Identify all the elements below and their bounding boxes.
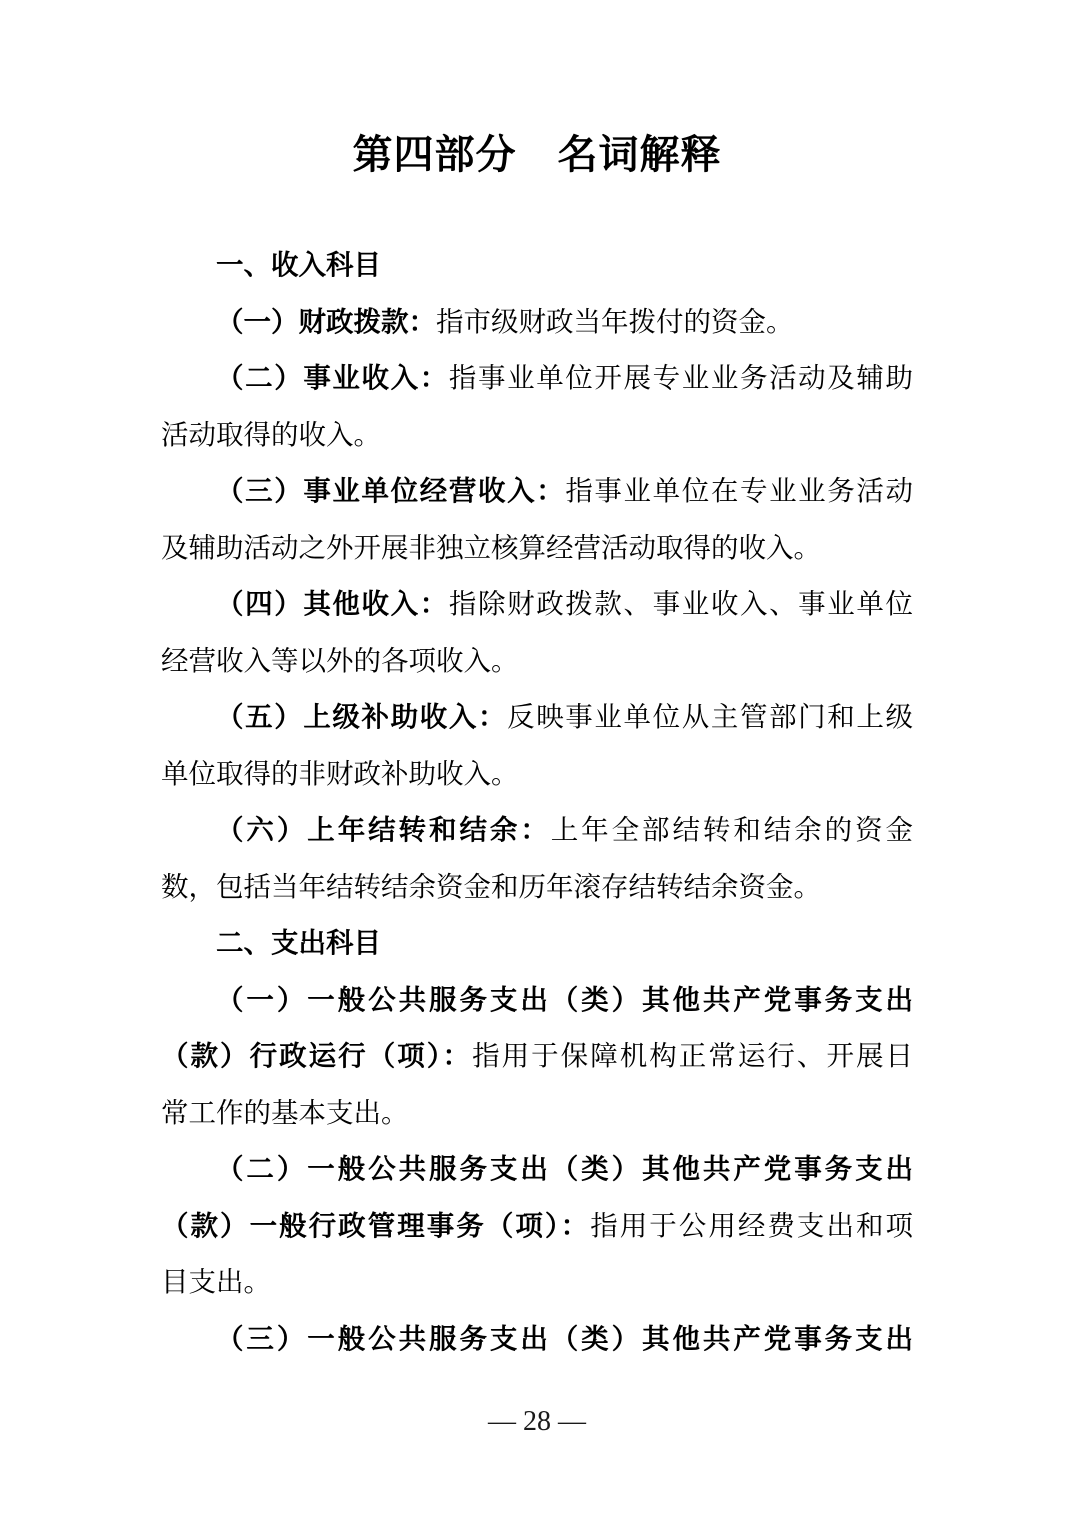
text-line bbox=[161, 350, 913, 407]
text-line bbox=[161, 1141, 913, 1198]
text-line bbox=[161, 576, 913, 633]
text-line bbox=[161, 859, 913, 916]
term-label: （三）事业单位经营收入： bbox=[216, 475, 566, 506]
term-label: （一）一般公共服务支出（类）其他共产党事务支出 bbox=[216, 983, 913, 1015]
term-label: （五）上级补助收入： bbox=[216, 701, 508, 732]
text-line bbox=[161, 237, 913, 294]
body-text: 及辅助活动之外开展非独立核算经营活动取得的收入。 bbox=[161, 531, 821, 563]
body-text: 数，包括当年结转结余资金和历年滚存结转结余资金。 bbox=[161, 870, 821, 902]
body-text: 指用于公用经费支出和项 bbox=[590, 1209, 914, 1241]
term-label: 一、收入科目 bbox=[216, 249, 381, 280]
text-line bbox=[161, 972, 913, 1029]
text-line bbox=[161, 689, 913, 746]
page-number: — 28 — bbox=[488, 1406, 586, 1437]
text-line bbox=[161, 633, 913, 690]
term-label: 二、支出科目 bbox=[216, 927, 381, 958]
body-text: 目支出。 bbox=[161, 1266, 271, 1297]
term-label: （二）事业收入： bbox=[216, 362, 449, 393]
body-text: 反映事业单位从主管部门和上级 bbox=[507, 701, 914, 732]
body-text: 活动取得的收入。 bbox=[161, 418, 381, 450]
text-line bbox=[161, 407, 913, 464]
term-label: （二）一般公共服务支出（类）其他共产党事务支出 bbox=[216, 1153, 913, 1184]
body-text: 常工作的基本支出。 bbox=[161, 1096, 409, 1128]
text-line bbox=[161, 915, 913, 972]
body-text: 指事业单位在专业业务活动 bbox=[565, 475, 914, 506]
text-line bbox=[161, 1085, 913, 1142]
term-label: （三）一般公共服务支出（类）其他共产党事务支出 bbox=[216, 1322, 913, 1354]
text-line bbox=[161, 1028, 913, 1085]
body-text: 上年全部结转和结余的资金 bbox=[550, 814, 913, 845]
term-label: （款）行政运行（项）： bbox=[161, 1040, 473, 1071]
text-line bbox=[161, 1311, 913, 1368]
text-line bbox=[161, 1198, 913, 1255]
document-body bbox=[161, 237, 913, 1367]
term-label: （六）上年结转和结余： bbox=[216, 814, 551, 845]
body-text: 指事业单位开展专业业务活动及辅助 bbox=[448, 362, 914, 393]
body-text: 指用于保障机构正常运行、开展日 bbox=[472, 1040, 914, 1071]
term-label: （款）一般行政管理事务（项）： bbox=[161, 1209, 591, 1241]
body-text: 经营收入等以外的各项收入。 bbox=[161, 644, 519, 676]
term-label: （一）财政拨款： bbox=[216, 305, 436, 337]
text-line bbox=[161, 746, 913, 803]
text-line bbox=[161, 463, 913, 520]
body-text: 单位取得的非财政补助收入。 bbox=[161, 757, 519, 789]
text-line bbox=[161, 294, 913, 351]
body-text: 指除财政拨款、事业收入、事业单位 bbox=[448, 588, 914, 619]
text-line bbox=[161, 802, 913, 859]
page-title: 第四部分 名词解释 bbox=[352, 133, 722, 177]
body-text: 指市级财政当年拨付的资金。 bbox=[436, 305, 794, 337]
text-line bbox=[161, 520, 913, 577]
term-label: （四）其他收入： bbox=[216, 588, 449, 619]
text-line bbox=[161, 1254, 913, 1311]
